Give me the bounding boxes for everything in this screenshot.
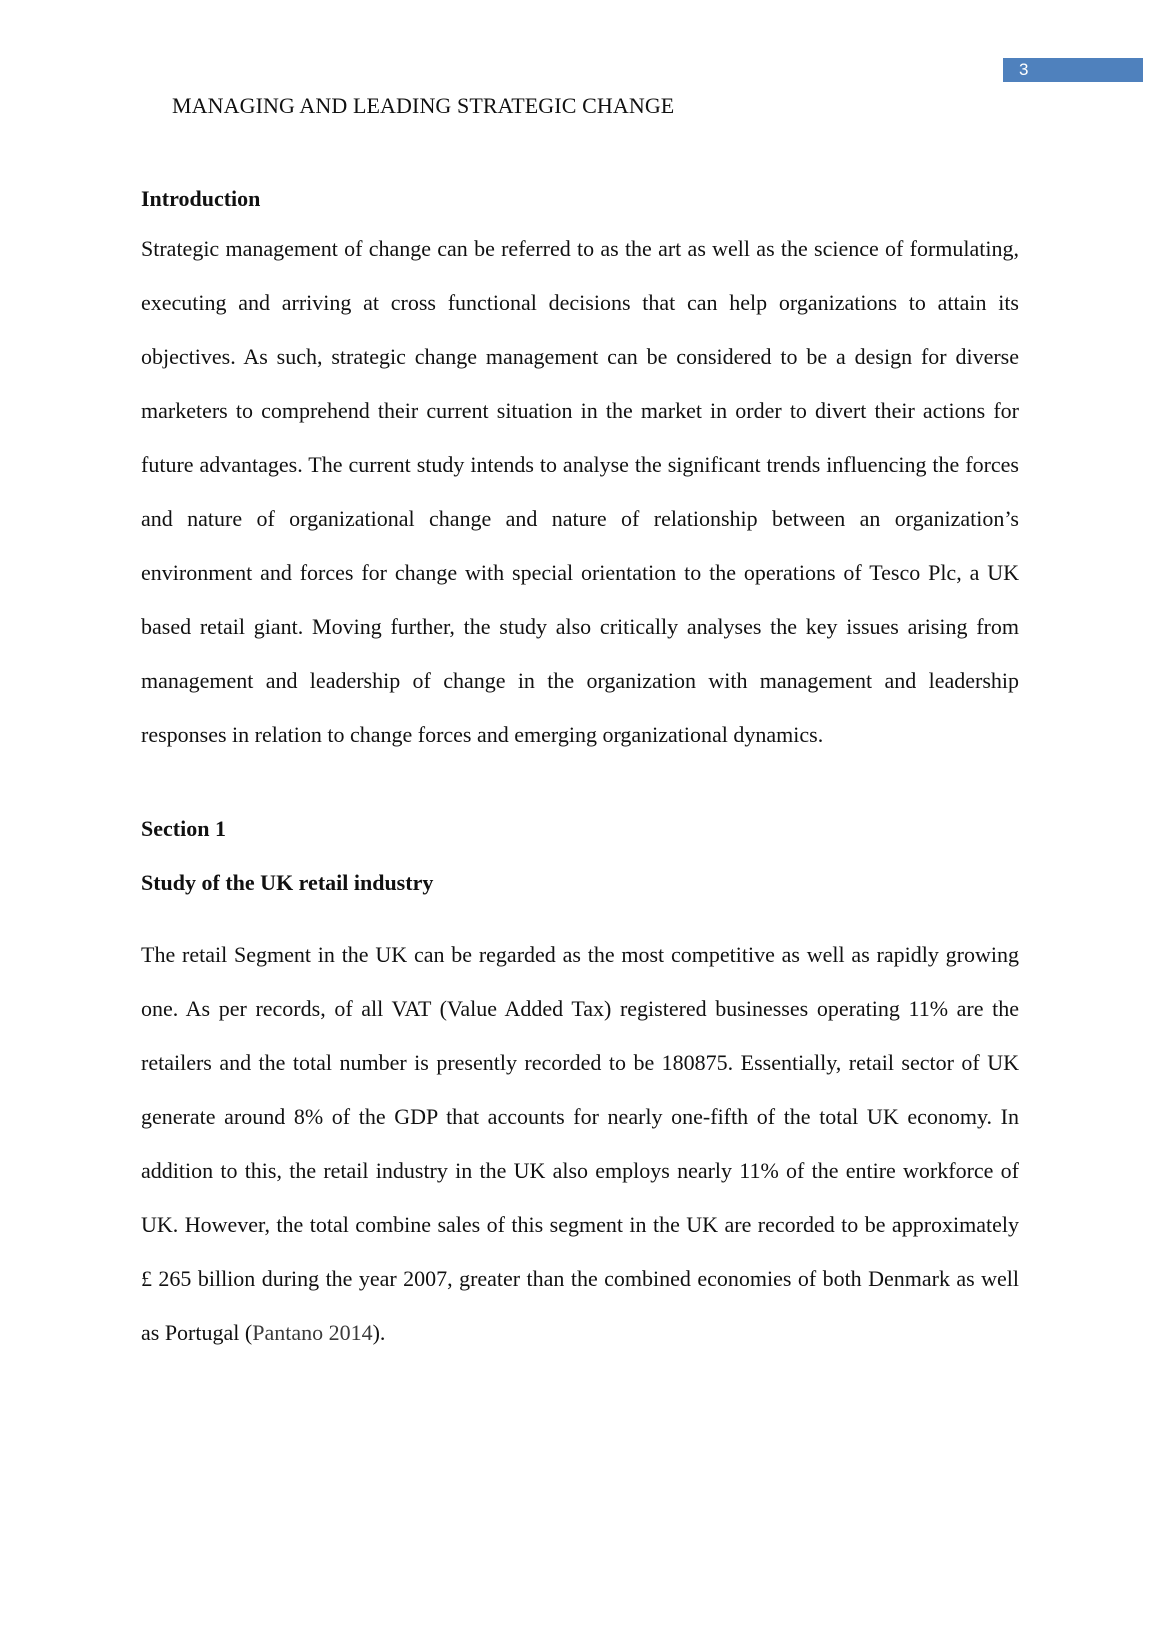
citation-link[interactable]: Pantano 2014 [252,1320,373,1345]
running-head: MANAGING AND LEADING STRATEGIC CHANGE [172,93,675,118]
introduction-paragraph: Strategic management of change can be referred to as the art as well as the science of formulating, executing and arriving at cross functional decisions that can help organizations to attain its objectives. As such, strategic change management can be considered to be a design for diverse marketers to comprehend their current situation in the market in order to divert their actions for future advantages. The current study intends to analyse the significant trends influencing the forces and nature of organizational change and nature of relationship between an organization’s environment and forces for change with special orientation to the operations of Tesco Plc, a UK based retail giant. Moving further, the study also critically analyses the key issues arising from management and leadership of change in the organization with management and leadership responses in relation to change forces and emerging organizational dynamics. [141,236,1052,747]
section1-paragraph-end: ). [372,1320,386,1345]
page-number: 3 [1003,58,1143,82]
document-body [141,184,1052,1360]
section-label: Section 1 [141,816,226,841]
section1-paragraph-text: The retail Segment in the UK can be regarded as the most competitive as well as rapidly growing one. As per records, of all VAT (Value Added Tax) registered businesses operating 11% are the retailers and the total number is presently recorded to be 180875. Essentially, retail sector of UK generate around 8% of the GDP that accounts for nearly one-fifth of the total UK economy. In addition to this, the retail industry in the UK also employs nearly 11% of the entire workforce of UK. However, the total combine sales of this segment in the UK are recorded to be approximately £ 265 billion during the year 2007, greater than the combined economies of both Denmark as well as Portugal ( [141,942,1019,1345]
section-title: Study of the UK retail industry [141,870,434,895]
section1-paragraph [141,928,1019,1360]
introduction-heading: Introduction [141,186,261,211]
